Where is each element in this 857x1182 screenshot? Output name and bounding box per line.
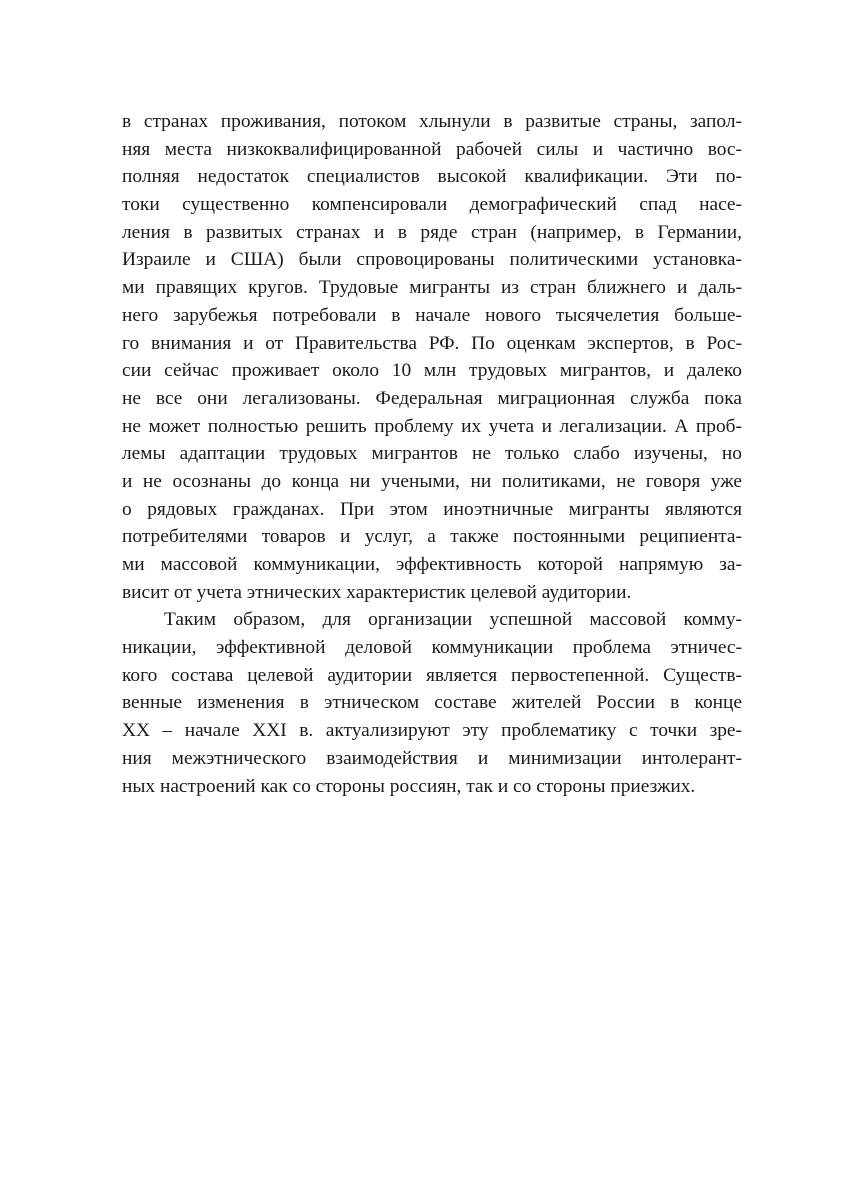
text-line: XX – начале XXI в. актуализируют эту проблематику с точки зре- [122,720,742,742]
text-line: него зарубежья потребовали в начале нового тысячелетия больше- [122,304,742,326]
text-line: никации, эффективной деловой коммуникации проблема этничес- [122,637,742,659]
text-line: го внимания и от Правительства РФ. По оценкам экспертов, в Рос- [122,332,742,354]
text-line: сии сейчас проживает около 10 млн трудовых мигрантов, и далеко [122,360,742,382]
text-line: и не осознаны до конца ни учеными, ни политиками, не говоря уже [122,470,742,492]
text-line: ми массовой коммуникации, эффективность которой напрямую за- [122,554,742,575]
text-line: не все они легализованы. Федеральная миграционная служба пока [122,387,742,409]
text-line: венные изменения в этническом составе жителей России в конце [122,692,742,714]
text-line: лемы адаптации трудовых мигрантов не только слабо изучены, но [122,443,742,465]
text-line: токи существенно компенсировали демографический спад насе- [122,194,742,216]
text-line: в странах проживания, потоком хлынули в развитые страны, запол- [122,111,742,132]
paragraph-1 [122,108,742,606]
text-line: потребителями товаров и услуг, а также постоянными реципиента- [122,526,742,548]
text-line: ми правящих кругов. Трудовые мигранты из стран ближнего и даль- [122,277,742,299]
text-line: Таким образом, для организации успешной массовой комму- [164,609,742,631]
text-line: не может полностью решить проблему их учета и легализации. А проб- [122,415,742,437]
text-line: няя места низкоквалифицированной рабочей силы и частично вос- [122,138,742,160]
paragraph-2 [122,606,742,800]
text-line: ния межэтнического взаимодействия и минимизации интолерант- [122,747,742,769]
text-line: висит от учета этнических характеристик целевой аудитории. [122,581,632,603]
text-line: кого состава целевой аудитории является первостепенной. Существ- [122,664,742,686]
text-line: о рядовых гражданах. При этом иноэтничные мигранты являются [122,498,742,520]
text-line: ления в развитых странах и в ряде стран (например, в Германии, [122,221,742,243]
body-text [122,108,742,800]
text-line: ных настроений как со стороны россиян, так и со стороны приезжих. [122,775,696,797]
text-line: Израиле и США) были спровоцированы политическими установка- [122,249,742,271]
text-line: полняя недостаток специалистов высокой квалификации. Эти по- [122,166,742,188]
